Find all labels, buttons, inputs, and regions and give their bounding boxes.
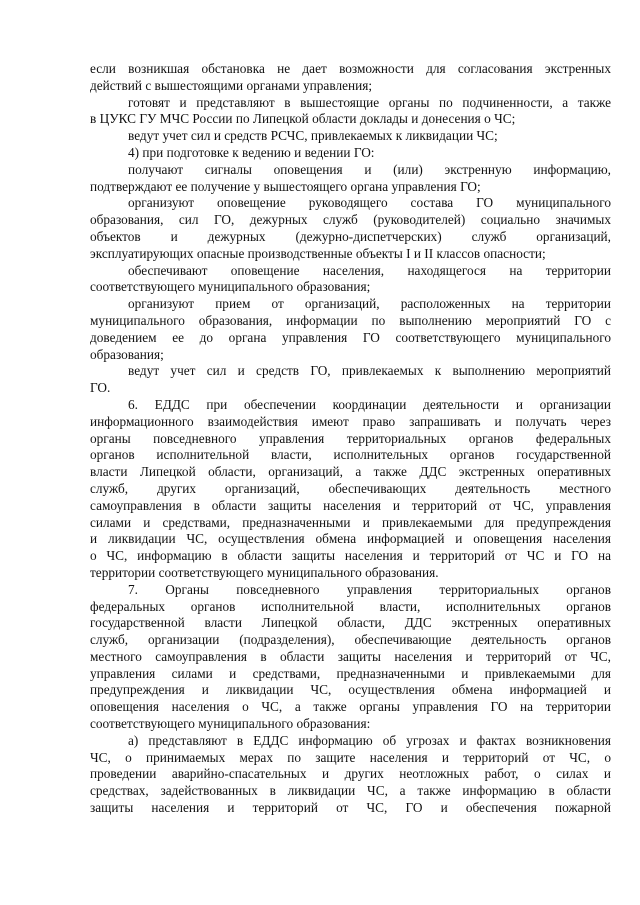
- paragraph: [90, 263, 611, 297]
- paragraph: [90, 582, 611, 733]
- paragraph: [90, 195, 611, 262]
- paragraph: [90, 95, 611, 129]
- text-line: образования, сил ГО, дежурных служб (руководителей) социально значимых: [90, 212, 611, 228]
- text-line: ведут учет сил и средств РСЧС, привлекаемых к ликвидации ЧС;: [128, 128, 498, 144]
- text-line: объектов и дежурных (дежурно-диспетчерских) служб организаций,: [90, 228, 611, 244]
- paragraph: [90, 397, 611, 582]
- text-line: соответствующего муниципального образования;: [90, 279, 371, 295]
- text-line: служб, других организаций, обеспечивающих деятельность местного: [90, 480, 611, 496]
- text-line: проведении аварийно-спасательных и других неотложных работ, о силах и: [90, 766, 611, 782]
- paragraph: [90, 733, 611, 817]
- text-line: государственной власти Липецкой области, ДДС экстренных оперативных: [90, 615, 611, 631]
- text-line: средствах, задействованных в ликвидации ЧС, а также информацию в области: [90, 783, 611, 799]
- text-line: ведут учет сил и средств ГО, привлекаемых к выполнению мероприятий: [128, 363, 611, 379]
- paragraph: [90, 145, 611, 162]
- text-line: доведением ее до органа управления ГО соответствующего муниципального: [90, 329, 611, 345]
- paragraph: [90, 162, 611, 196]
- text-line: органов исполнительной власти, исполнительных органов государственной: [90, 447, 611, 463]
- text-line: власти Липецкой области, организаций, а также ДДС экстренных оперативных: [90, 464, 611, 480]
- text-line: силами и средствами, предназначенными и привлекаемыми для предупреждения: [90, 514, 611, 530]
- text-line: в ЦУКС ГУ МЧС России по Липецкой области доклады и донесения о ЧС;: [90, 111, 516, 127]
- text-line: а) представляют в ЕДДС информацию об угрозах и фактах возникновения: [128, 732, 611, 748]
- text-line: организуют прием от организаций, расположенных на территории: [128, 296, 611, 312]
- text-line: 6. ЕДДС при обеспечении координации деятельности и организации: [128, 396, 611, 412]
- paragraph: [90, 61, 611, 95]
- text-line: получают сигналы оповещения и (или) экстренную информацию,: [128, 161, 611, 177]
- text-line: защиты населения и территорий от ЧС, ГО и обеспечения пожарной: [90, 800, 611, 816]
- text-line: действий с вышестоящими органами управления;: [90, 77, 373, 93]
- text-line: образования;: [90, 346, 164, 362]
- text-line: о ЧС, информацию в области защиты населения и территорий от ЧС и ГО на: [90, 548, 611, 564]
- text-line: и ликвидации ЧС, осуществления обмена информацией и оповещения населения: [90, 531, 611, 547]
- text-line: муниципального образования, информации по выполнению мероприятий ГО с: [90, 312, 611, 328]
- text-line: если возникшая обстановка не дает возможности для согласования экстренных: [90, 61, 611, 76]
- paragraph: [90, 296, 611, 363]
- paragraph: [90, 363, 611, 397]
- text-line: соответствующего муниципального образования:: [90, 716, 371, 732]
- text-line: подтверждают ее получение у вышестоящего органа управления ГО;: [90, 178, 481, 194]
- text-line: предупреждения и ликвидации ЧС, осуществления обмена информацией и: [90, 682, 611, 698]
- text-line: готовят и представляют в вышестоящие органы по подчиненности, а также: [128, 94, 611, 110]
- text-line: 4) при подготовке к ведению и ведении ГО:: [128, 144, 375, 160]
- text-line: служб, организации (подразделения), обеспечивающие деятельность органов: [90, 632, 611, 648]
- text-line: управления силами и средствами, предназначенными и привлекаемыми для: [90, 665, 611, 681]
- text-line: ГО.: [90, 380, 111, 396]
- text-line: местного самоуправления в области защиты населения и территорий от ЧС,: [90, 648, 611, 664]
- text-line: обеспечивают оповещение населения, находящегося на территории: [128, 262, 611, 278]
- text-line: оповещения населения о ЧС, а также органы управления ГО на территории: [90, 699, 611, 715]
- text-line: ЧС, о принимаемых мерах по защите населения и территорий от ЧС, о: [90, 749, 611, 765]
- document-page: [90, 61, 611, 817]
- text-line: самоуправления в области защиты населения и территорий от ЧС, управления: [90, 497, 611, 513]
- text-line: территории соответствующего муниципального образования.: [90, 564, 439, 580]
- text-line: 7. Органы повседневного управления территориальных органов: [128, 581, 611, 597]
- paragraph: [90, 128, 611, 145]
- text-line: органы повседневного управления территориальных органов федеральных: [90, 430, 611, 446]
- text-line: информационного взаимодействия имеют право запрашивать и получать через: [90, 413, 611, 429]
- text-line: организуют оповещение руководящего состава ГО муниципального: [128, 195, 611, 211]
- text-line: федеральных органов исполнительной власти, исполнительных органов: [90, 598, 611, 614]
- text-line: эксплуатирующих опасные производственные объекты I и II классов опасности;: [90, 245, 546, 261]
